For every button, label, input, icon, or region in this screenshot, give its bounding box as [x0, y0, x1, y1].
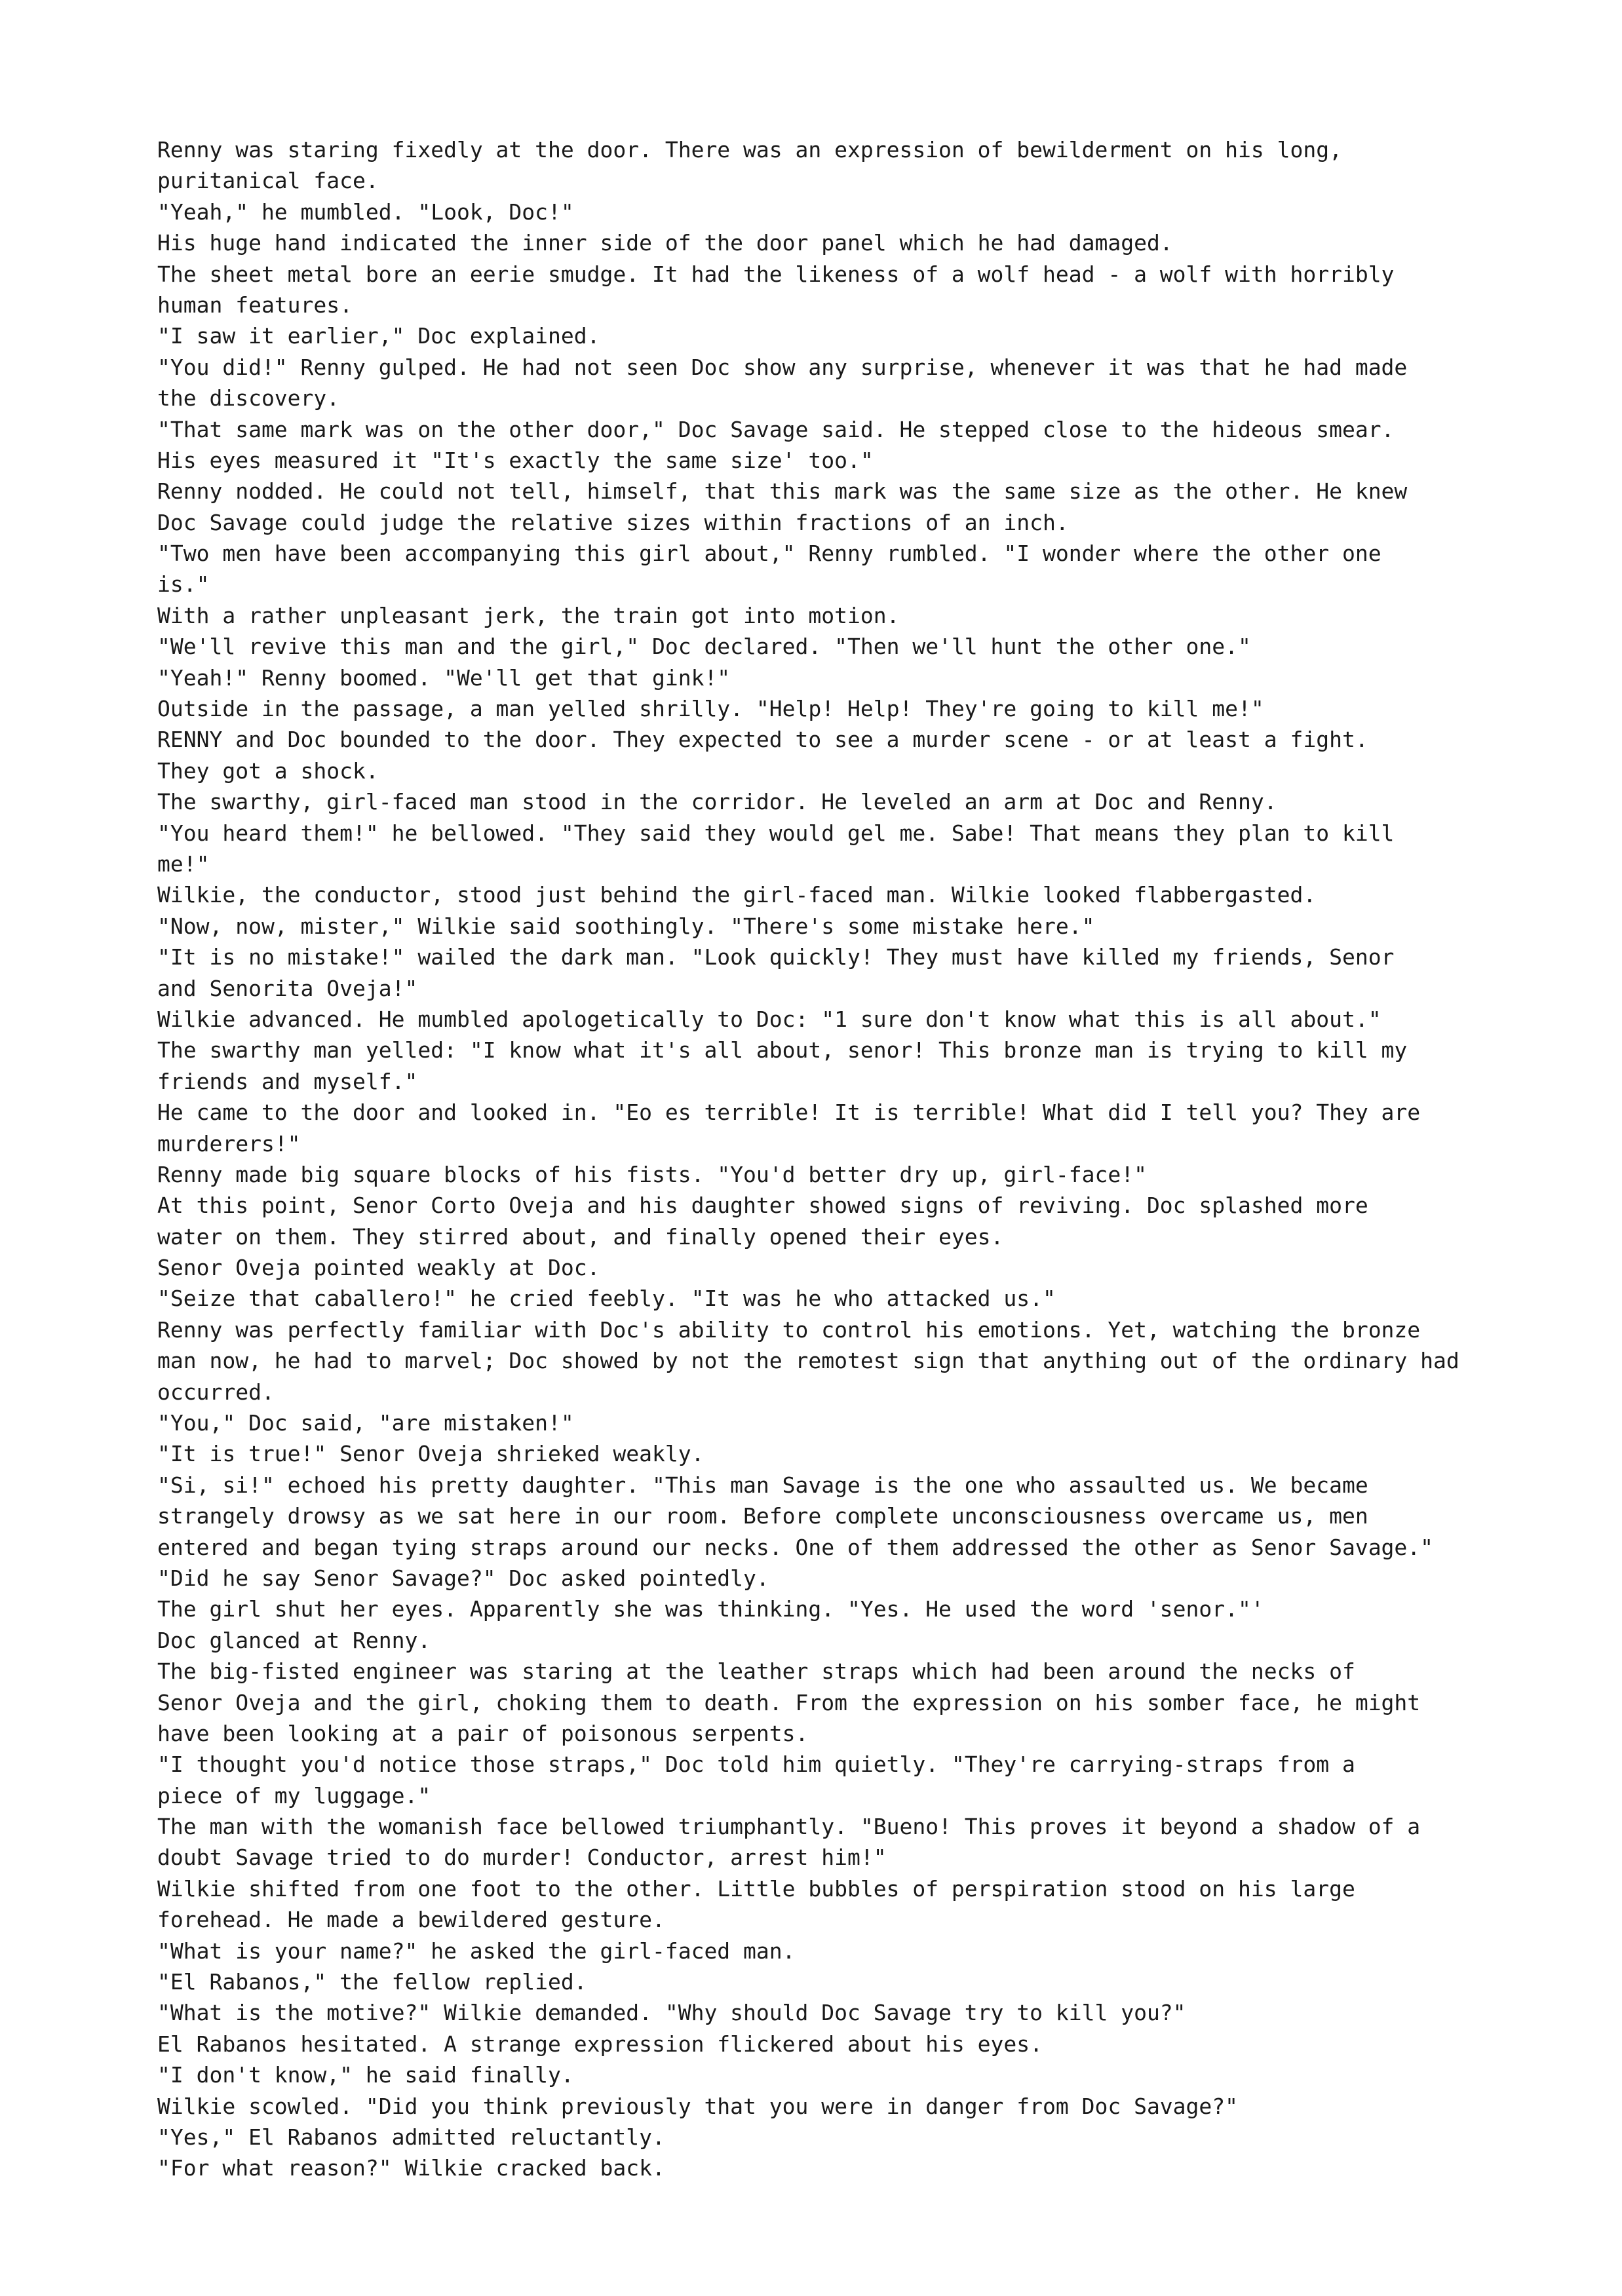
text-line: "Yeah," he mumbled. "Look, Doc!" [157, 199, 574, 225]
text-line: Renny was perfectly familiar with Doc's ability to control his emotions. Yet, watching the bronze [157, 1316, 1421, 1343]
text-line: "Did he say Senor Savage?" Doc asked pointedly. [157, 1565, 769, 1591]
text-line: the discovery. [157, 385, 340, 411]
text-line: "For what reason?" Wilkie cracked back. [157, 2155, 665, 2181]
text-line: Wilkie scowled. "Did you think previously that you were in danger from Doc Savage?" [157, 2093, 1239, 2119]
text-line: doubt Savage tried to do murder! Conductor, arrest him!" [157, 1845, 887, 1871]
text-line: The big-fisted engineer was staring at the leather straps which had been around the necks of [157, 1658, 1355, 1685]
text-line: Renny was staring fixedly at the door. There was an expression of bewilderment on his long, [157, 137, 1342, 163]
text-line: strangely drowsy as we sat here in our room. Before complete unconsciousness overcame us, men [157, 1503, 1368, 1529]
text-line: Renny made big square blocks of his fists. "You'd better dry up, girl-face!" [157, 1161, 1147, 1187]
text-line: Renny nodded. He could not tell, himself, that this mark was the same size as the other. He knew [157, 478, 1408, 505]
text-line: Wilkie, the conductor, stood just behind the girl-faced man. Wilkie looked flabbergasted. [157, 882, 1317, 908]
text-line: "I thought you'd notice those straps," Doc told him quietly. "They're carrying-straps from a [157, 1751, 1355, 1778]
text-line: "What is your name?" he asked the girl-faced man. [157, 1938, 796, 1964]
text-line: friends and myself." [157, 1068, 418, 1094]
text-line: RENNY and Doc bounded to the door. They expected to see a murder scene - or at least a fight. [157, 727, 1368, 753]
text-line: "That same mark was on the other door," Doc Savage said. He stepped close to the hideous smear. [157, 416, 1395, 442]
text-line: "El Rabanos," the fellow replied. [157, 1969, 587, 1995]
text-line: human features. [157, 292, 353, 318]
text-line: "Seize that caballero!" he cried feebly. "It was he who attacked us." [157, 1286, 1056, 1312]
text-line: puritanical face. [157, 168, 379, 194]
text-line: "Two men have been accompanying this girl about," Renny rumbled. "I wonder where the other one [157, 541, 1381, 567]
text-line: have been looking at a pair of poisonous serpents. [157, 1720, 809, 1746]
text-line: "We'll revive this man and the girl," Doc declared. "Then we'll hunt the other one." [157, 634, 1251, 660]
text-line: The swarthy man yelled: "I know what it's all about, senor! This bronze man is trying to kill my [157, 1037, 1408, 1063]
text-line: water on them. They stirred about, and finally opened their eyes. [157, 1223, 1004, 1250]
text-line: "Now, now, mister," Wilkie said soothingly. "There's some mistake here." [157, 913, 1095, 939]
text-line: Senor Oveja and the girl, choking them to death. From the expression on his somber face, he might [157, 1689, 1421, 1715]
text-line: With a rather unpleasant jerk, the train got into motion. [157, 602, 900, 628]
text-line: The man with the womanish face bellowed triumphantly. "Bueno! This proves it beyond a shadow of a [157, 1814, 1421, 1840]
text-line: "It is true!" Senor Oveja shrieked weakly. [157, 1441, 705, 1467]
text-line: and Senorita Oveja!" [157, 975, 418, 1001]
text-line: man now, he had to marvel; Doc showed by not the remotest sign that anything out of the ordinary had [157, 1348, 1459, 1374]
text-line: "Yeah!" Renny boomed. "We'll get that gink!" [157, 664, 731, 691]
text-line: "You," Doc said, "are mistaken!" [157, 1410, 574, 1436]
text-line: "I don't know," he said finally. [157, 2062, 574, 2088]
text-line: "Si, si!" echoed his pretty daughter. "This man Savage is the one who assaulted us. We became [157, 1472, 1368, 1498]
text-line: The sheet metal bore an eerie smudge. It had the likeness of a wolf head - a wolf with horribly [157, 261, 1395, 287]
text-line: "What is the motive?" Wilkie demanded. "Why should Doc Savage try to kill you?" [157, 2000, 1186, 2026]
text-line: "You did!" Renny gulped. He had not seen Doc show any surprise, whenever it was that he had made [157, 354, 1408, 380]
text-line: The girl shut her eyes. Apparently she was thinking. "Yes. He used the word 'senor."' [157, 1596, 1264, 1622]
text-line: "It is no mistake!" wailed the dark man. "Look quickly! They must have killed my friends, Senor [157, 944, 1395, 970]
text-line: The swarthy, girl-faced man stood in the corridor. He leveled an arm at Doc and Renny. [157, 789, 1277, 815]
text-line: His eyes measured it "It's exactly the same size' too." [157, 447, 874, 473]
text-line: forehead. He made a bewildered gesture. [157, 1907, 665, 1933]
text-line: They got a shock. [157, 757, 379, 784]
text-line: El Rabanos hesitated. A strange expression flickered about his eyes. [157, 2031, 1043, 2057]
text-line: "I saw it earlier," Doc explained. [157, 323, 600, 349]
text-line: is." [157, 571, 210, 598]
text-line: His huge hand indicated the inner side of the door panel which he had damaged. [157, 230, 1173, 256]
text-line: piece of my luggage." [157, 1782, 431, 1808]
text-line: entered and began tying straps around our necks. One of them addressed the other as Senor Savage." [157, 1534, 1434, 1560]
text-line: murderers!" [157, 1130, 301, 1157]
text-line: Doc glanced at Renny. [157, 1627, 431, 1653]
text-line: Doc Savage could judge the relative sizes within fractions of an inch. [157, 509, 1069, 535]
text-line: occurred. [157, 1379, 275, 1405]
text-line: me!" [157, 851, 210, 877]
text-line: Outside in the passage, a man yelled shrilly. "Help! Help! They're going to kill me!" [157, 696, 1264, 722]
text-line: "You heard them!" he bellowed. "They said they would gel me. Sabe! That means they plan to kill [157, 820, 1395, 846]
text-line: Wilkie shifted from one foot to the other. Little bubbles of perspiration stood on his large [157, 1875, 1355, 1902]
text-line: Senor Oveja pointed weakly at Doc. [157, 1255, 600, 1281]
document-page [157, 134, 1534, 2184]
text-line: Wilkie advanced. He mumbled apologetically to Doc: "1 sure don't know what this is all about." [157, 1006, 1381, 1032]
text-line: At this point, Senor Corto Oveja and his daughter showed signs of reviving. Doc splashed more [157, 1193, 1368, 1219]
text-line: He came to the door and looked in. "Eo es terrible! It is terrible! What did I tell you? They are [157, 1100, 1421, 1126]
text-line: "Yes," El Rabanos admitted reluctantly. [157, 2124, 665, 2150]
